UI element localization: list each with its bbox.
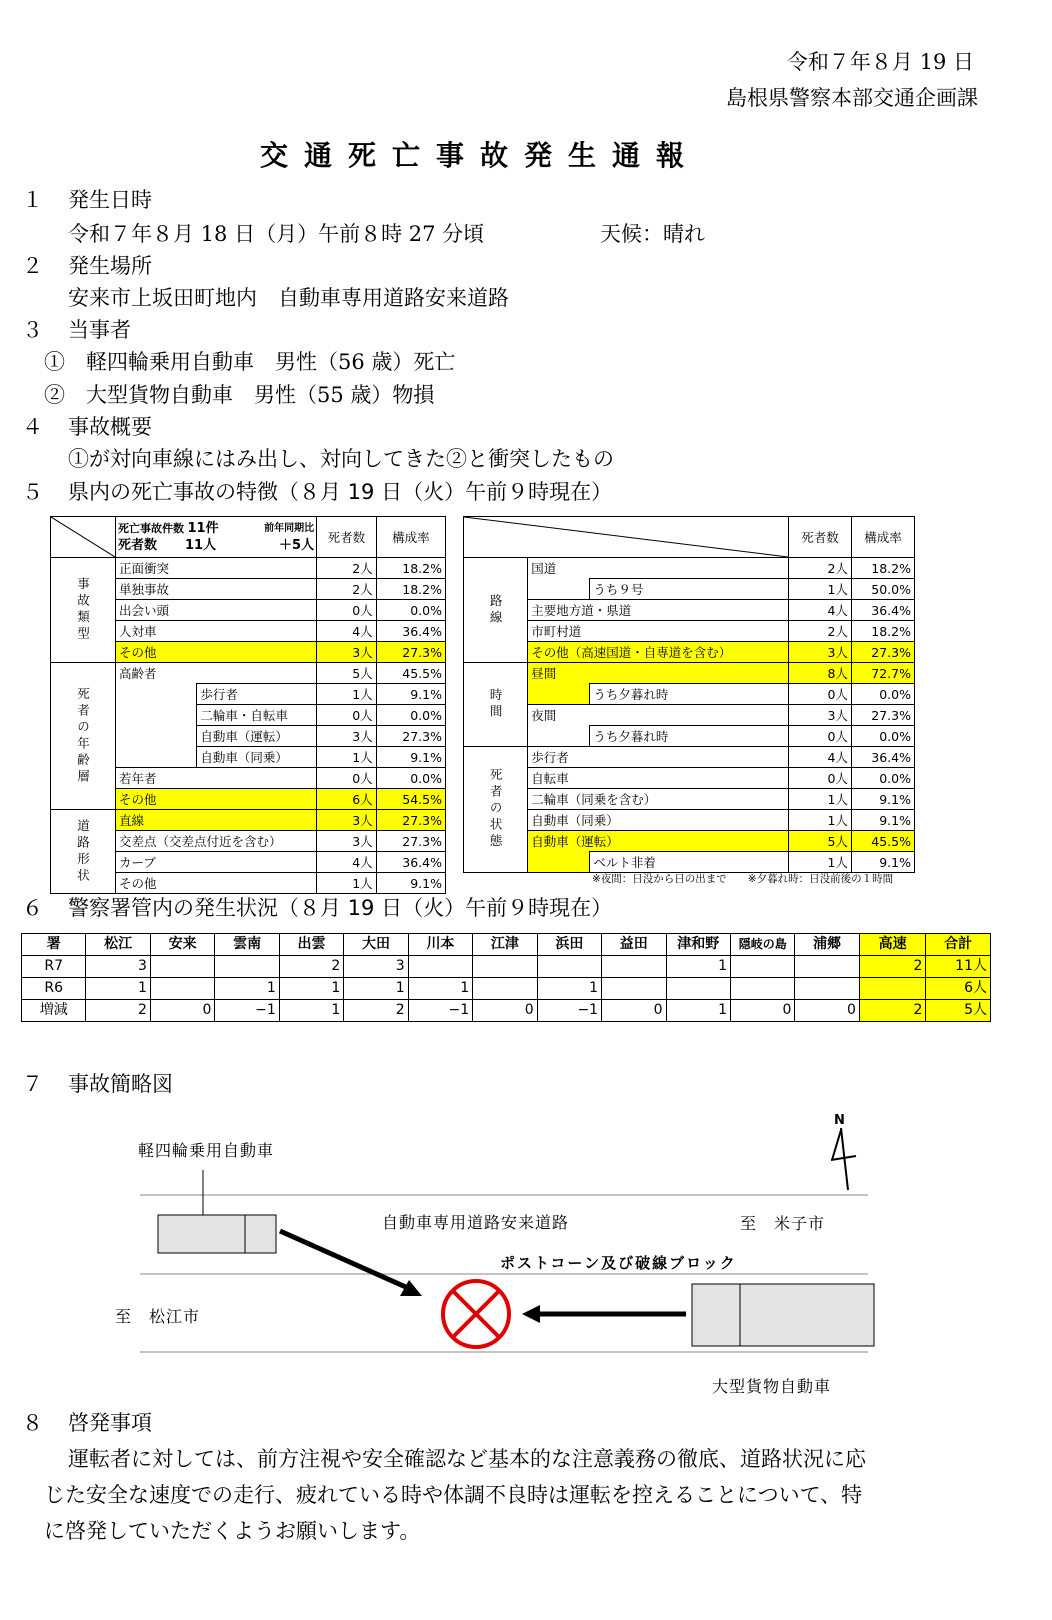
weather: 天候：晴れ: [600, 222, 705, 246]
row-deaths: 4人: [789, 600, 852, 621]
row-deaths: 5人: [317, 663, 377, 684]
cell: 1: [279, 1000, 343, 1022]
cell: 0: [473, 1000, 537, 1022]
row-label: うち夕暮れ時: [590, 726, 789, 747]
cell: [408, 956, 472, 978]
precinct-header: 大田: [344, 934, 408, 956]
left-table-header: [51, 517, 446, 558]
car1-shape: [158, 1215, 276, 1253]
precinct-header: 津和野: [666, 934, 730, 956]
row-label: 二輪車（同乗を含む）: [528, 789, 789, 810]
row-label: 国道: [528, 558, 789, 579]
cell: 0: [602, 1000, 666, 1022]
cell: [795, 956, 859, 978]
row-deaths: 1人: [317, 873, 377, 894]
left-col-ratio: 構成率: [376, 517, 445, 558]
row-deaths: 2人: [789, 621, 852, 642]
row-deaths: 3人: [317, 810, 377, 831]
precinct-header: 隠岐の島: [730, 934, 794, 956]
cell: 1: [279, 978, 343, 1000]
row-ratio: 18.2%: [376, 579, 445, 600]
cell: [795, 978, 859, 1000]
row-label: 増減: [22, 1000, 86, 1022]
row-label: 人対車: [116, 621, 317, 642]
row-label: 夜間: [528, 705, 789, 726]
indent-cell: [528, 852, 590, 873]
cell: 1: [86, 978, 150, 1000]
cell: 2: [86, 1000, 150, 1022]
table-row-highlighted: [464, 831, 915, 852]
group-accident-type: 事故類型: [51, 558, 116, 663]
occurrence-datetime: 令和７年８月 18 日（月）午前８時 27 分頃: [68, 222, 485, 246]
section-1-title: 発生日時: [68, 188, 152, 212]
page-title: 交通死亡事故発生通報: [260, 139, 701, 172]
cell: [730, 978, 794, 1000]
table-row-highlighted: [51, 810, 446, 831]
table-row: [464, 852, 915, 873]
left-col-deaths: 死者数: [317, 517, 377, 558]
cell: 6人: [926, 978, 991, 1000]
table-row: [464, 684, 915, 705]
group-road-shape: 道路形状: [51, 810, 116, 894]
row-ratio: 50.0%: [851, 579, 914, 600]
road-name-label: 自動車専用道路安来道路: [382, 1213, 570, 1232]
row-deaths: 1人: [789, 810, 852, 831]
deaths-label: 死者数: [118, 538, 158, 553]
accident-diagram: [0, 1100, 1052, 1400]
row-label: 歩行者: [528, 747, 789, 768]
precinct-row-r6: [22, 978, 991, 1000]
row-deaths: 3人: [317, 642, 377, 663]
north-arrow-icon: [831, 1128, 856, 1190]
precinct-header: 安来: [150, 934, 214, 956]
cell: 11人: [926, 956, 991, 978]
row-deaths: 8人: [789, 663, 852, 684]
row-ratio: 0.0%: [376, 768, 445, 789]
row-deaths: 1人: [789, 852, 852, 873]
section-8-title: 啓発事項: [68, 1411, 152, 1435]
cell: 1: [537, 978, 601, 1000]
row-label: 市町村道: [528, 621, 789, 642]
cell: 2: [859, 956, 925, 978]
cell: −1: [408, 1000, 472, 1022]
row-ratio: 54.5%: [376, 789, 445, 810]
row-deaths: 2人: [317, 558, 377, 579]
cell: [537, 956, 601, 978]
section-2-title: 発生場所: [68, 254, 152, 278]
cell: 1: [666, 1000, 730, 1022]
cell: 0: [730, 1000, 794, 1022]
cell: [730, 956, 794, 978]
cell: 1: [408, 978, 472, 1000]
occurrence-place: 安来市上坂田町地内 自動車専用道路安来道路: [68, 286, 509, 310]
row-ratio: 0.0%: [851, 726, 914, 747]
row-label: 主要地方道・県道: [528, 600, 789, 621]
right-col-deaths: 死者数: [789, 517, 852, 558]
row-label: 直線: [116, 810, 317, 831]
section-7-number: ７: [22, 1072, 43, 1096]
row-ratio: 27.3%: [376, 642, 445, 663]
precinct-header-total: 合計: [926, 934, 991, 956]
row-label: 高齢者: [116, 663, 317, 684]
row-ratio: 9.1%: [851, 852, 914, 873]
precinct-header: 出雲: [279, 934, 343, 956]
cell: [473, 956, 537, 978]
row-ratio: 27.3%: [376, 726, 445, 747]
cases-count: 11件: [187, 521, 219, 536]
table-row-highlighted: [464, 663, 915, 684]
row-label: 自動車（運転）: [197, 726, 317, 747]
cell: 1: [215, 978, 279, 1000]
deaths-count: 11人: [185, 538, 217, 553]
row-ratio: 0.0%: [851, 768, 914, 789]
indent-cell: [528, 684, 590, 705]
row-deaths: 4人: [317, 621, 377, 642]
cell: 2: [279, 956, 343, 978]
row-ratio: 45.5%: [376, 663, 445, 684]
row-deaths: 0人: [317, 600, 377, 621]
right-header-diagonal: [464, 517, 789, 558]
awareness-line-1: 運転者に対しては、前方注視や安全確認など基本的な注意義務の徹底、道路状況に応: [68, 1447, 866, 1471]
precinct-table: [21, 933, 991, 1022]
row-label: R6: [22, 978, 86, 1000]
right-col-ratio: 構成率: [851, 517, 914, 558]
row-deaths: 1人: [789, 579, 852, 600]
collision-mark-icon: [443, 1281, 509, 1347]
row-label: ベルト非着: [590, 852, 789, 873]
row-deaths: 0人: [317, 705, 377, 726]
row-deaths: 4人: [317, 852, 377, 873]
cell: −1: [537, 1000, 601, 1022]
accident-summary: ①が対向車線にはみ出し、対向してきた②と衝突したもの: [68, 447, 614, 471]
table-row: [464, 810, 915, 831]
row-ratio: 9.1%: [851, 789, 914, 810]
row-label: 自転車: [528, 768, 789, 789]
row-deaths: 6人: [317, 789, 377, 810]
awareness-line-2: じた安全な速度での走行、疲れている時や体調不良時は運転を控えることについて、特: [44, 1483, 863, 1507]
table-row-highlighted: [464, 642, 915, 663]
row-ratio: 18.2%: [851, 621, 914, 642]
right-table-header: [464, 517, 915, 558]
report-date: 令和７年８月 19 日: [786, 50, 974, 74]
row-label: うち夕暮れ時: [590, 684, 789, 705]
section-4-title: 事故概要: [68, 415, 152, 439]
cell: [150, 956, 214, 978]
row-deaths: 3人: [317, 831, 377, 852]
row-deaths: 5人: [789, 831, 852, 852]
row-label: 出会い頭: [116, 600, 317, 621]
prev-year-label: 前年同期比: [264, 523, 315, 534]
cell: [215, 956, 279, 978]
precinct-header: 雲南: [215, 934, 279, 956]
row-label: 自動車（同乗）: [528, 810, 789, 831]
row-ratio: 27.3%: [376, 831, 445, 852]
row-label: うち９号: [590, 579, 789, 600]
cell: 2: [344, 1000, 408, 1022]
row-label: カーブ: [116, 852, 317, 873]
precinct-header-row: [22, 934, 991, 956]
table-row: [51, 558, 446, 579]
section-5-number: ５: [22, 480, 43, 504]
row-deaths: 1人: [317, 747, 377, 768]
row-deaths: 0人: [317, 768, 377, 789]
section-6-title: 警察署管内の発生状況（８月 19 日（火）午前９時現在）: [68, 896, 613, 920]
row-label: 正面衝突: [116, 558, 317, 579]
row-deaths: 1人: [317, 684, 377, 705]
divider-label: ポストコーン及び破線ブロック: [500, 1254, 737, 1272]
cell: 1: [666, 956, 730, 978]
row-label: 歩行者: [197, 684, 317, 705]
cell: 3: [86, 956, 150, 978]
prefecture-stats-left-table: [50, 516, 446, 894]
row-deaths: 2人: [789, 558, 852, 579]
row-label: その他: [116, 642, 317, 663]
cell: [150, 978, 214, 1000]
table-row: [464, 747, 915, 768]
section-6-number: ６: [22, 896, 43, 920]
direction-east-label: 至 米子市: [740, 1214, 826, 1233]
table-row: [464, 789, 915, 810]
car1-trajectory-arrow-icon: [280, 1231, 422, 1296]
group-route: 路線: [464, 558, 528, 663]
table-row: [464, 600, 915, 621]
section-8-number: ８: [22, 1411, 43, 1435]
party-1: ① 軽四輪乗用自動車 男性（56 歳）死亡: [44, 350, 456, 374]
row-ratio: 18.2%: [851, 558, 914, 579]
section-4-number: ４: [22, 415, 43, 439]
cell: [859, 978, 925, 1000]
cell: 5人: [926, 1000, 991, 1022]
section-1-number: １: [22, 188, 43, 212]
row-deaths: 0人: [789, 684, 852, 705]
table-row: [464, 726, 915, 747]
cell: 1: [344, 978, 408, 1000]
row-ratio: 9.1%: [851, 810, 914, 831]
left-header-diagonal: [51, 517, 116, 558]
cell: [602, 978, 666, 1000]
row-ratio: 0.0%: [376, 600, 445, 621]
row-ratio: 36.4%: [376, 621, 445, 642]
row-ratio: 9.1%: [376, 684, 445, 705]
table-row: [464, 621, 915, 642]
row-deaths: 0人: [789, 726, 852, 747]
cases-label: 死亡事故件数: [118, 522, 184, 535]
row-deaths: 3人: [789, 705, 852, 726]
cell: [473, 978, 537, 1000]
party-2: ② 大型貨物自動車 男性（55 歳）物損: [44, 383, 435, 407]
cell: 0: [150, 1000, 214, 1022]
indent-cell: [528, 579, 590, 600]
direction-west-label: 至 松江市: [115, 1307, 201, 1326]
table-row: [51, 663, 446, 684]
precinct-header-expressway: 高速: [859, 934, 925, 956]
cell: 0: [795, 1000, 859, 1022]
row-ratio: 27.3%: [851, 705, 914, 726]
cell: [602, 956, 666, 978]
row-ratio: 36.4%: [851, 600, 914, 621]
row-label: 交差点（交差点付近を含む）: [116, 831, 317, 852]
row-label: その他: [116, 789, 317, 810]
section-2-number: ２: [22, 254, 43, 278]
row-ratio: 72.7%: [851, 663, 914, 684]
precinct-row-r7: [22, 956, 991, 978]
precinct-header: 浦郷: [795, 934, 859, 956]
row-label: その他（高速国道・自専道を含む）: [528, 642, 789, 663]
car2-label: 大型貨物自動車: [712, 1377, 832, 1396]
row-deaths: 1人: [789, 789, 852, 810]
row-label: 二輪車・自転車: [197, 705, 317, 726]
table-row: [464, 705, 915, 726]
precinct-row-change: [22, 1000, 991, 1022]
precinct-header: 署: [22, 934, 86, 956]
indent-cell: [116, 684, 197, 768]
row-label: 自動車（運転）: [528, 831, 789, 852]
cell: −1: [215, 1000, 279, 1022]
row-deaths: 3人: [317, 726, 377, 747]
cell: 2: [859, 1000, 925, 1022]
table-row: [464, 579, 915, 600]
section-7-title: 事故簡略図: [68, 1072, 173, 1096]
row-ratio: 27.3%: [851, 642, 914, 663]
row-ratio: 0.0%: [851, 684, 914, 705]
precinct-header: 益田: [602, 934, 666, 956]
table-row: [464, 768, 915, 789]
section-3-number: ３: [22, 318, 43, 342]
row-deaths: 4人: [789, 747, 852, 768]
row-label: R7: [22, 956, 86, 978]
row-deaths: 2人: [317, 579, 377, 600]
car2-shape: [692, 1284, 874, 1346]
row-ratio: 45.5%: [851, 831, 914, 852]
row-label: 自動車（同乗）: [197, 747, 317, 768]
awareness-line-3: に啓発していただくようお願いします。: [44, 1519, 421, 1543]
group-victim-state: 死者の状態: [464, 747, 528, 873]
cell: [666, 978, 730, 1000]
row-deaths: 0人: [789, 768, 852, 789]
row-deaths: 3人: [789, 642, 852, 663]
row-label: 昼間: [528, 663, 789, 684]
prefecture-stats-right-table: [463, 516, 915, 873]
row-ratio: 0.0%: [376, 705, 445, 726]
row-label: その他: [116, 873, 317, 894]
table-footnote: ※夜間：日没から日の出まで ※夕暮れ時：日没前後の１時間: [592, 873, 894, 885]
prev-year-diff: ＋5人: [279, 538, 315, 553]
row-label: 若年者: [116, 768, 317, 789]
car1-label: 軽四輪乗用自動車: [138, 1141, 275, 1160]
precinct-header: 江津: [473, 934, 537, 956]
precinct-header: 浜田: [537, 934, 601, 956]
row-ratio: 27.3%: [376, 810, 445, 831]
section-5-title: 県内の死亡事故の特徴（８月 19 日（火）午前９時現在）: [68, 480, 613, 504]
table-row: [464, 558, 915, 579]
row-ratio: 36.4%: [376, 852, 445, 873]
cell: 3: [344, 956, 408, 978]
left-header-summary: [116, 517, 317, 558]
north-label: N: [834, 1113, 845, 1128]
row-ratio: 9.1%: [376, 747, 445, 768]
row-label: 単独事故: [116, 579, 317, 600]
row-ratio: 18.2%: [376, 558, 445, 579]
car2-trajectory-arrow-icon: [522, 1305, 686, 1323]
row-ratio: 36.4%: [851, 747, 914, 768]
issuing-office: 島根県警察本部交通企画課: [726, 86, 978, 110]
indent-cell: [528, 726, 590, 747]
precinct-header: 川本: [408, 934, 472, 956]
group-age: 死者の年齢層: [51, 663, 116, 810]
precinct-header: 松江: [86, 934, 150, 956]
row-ratio: 9.1%: [376, 873, 445, 894]
section-3-title: 当事者: [68, 318, 131, 342]
group-time: 時間: [464, 663, 528, 747]
